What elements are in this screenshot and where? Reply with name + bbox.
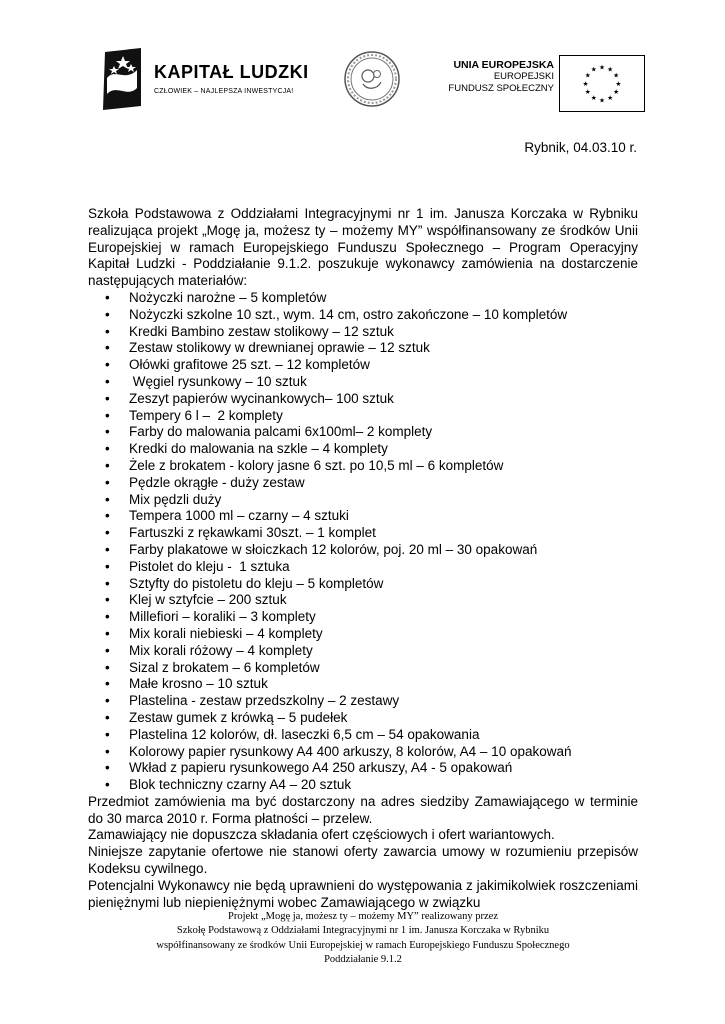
list-item bbox=[88, 441, 638, 458]
list-item bbox=[88, 676, 638, 693]
bullet-icon: • bbox=[105, 508, 110, 524]
bullet-icon: • bbox=[105, 541, 110, 557]
bullet-icon: • bbox=[105, 474, 110, 490]
list-item-text: Klej w sztyfcie – 200 sztuk bbox=[129, 592, 287, 608]
list-item bbox=[88, 340, 638, 357]
list-item-text: Małe krosno – 10 sztuk bbox=[129, 676, 268, 692]
bullet-icon: • bbox=[105, 407, 110, 423]
list-item bbox=[88, 424, 638, 441]
list-item-text: Blok techniczny czarny A4 – 20 sztuk bbox=[129, 777, 352, 793]
list-item-text: Farby plakatowe w słoiczkach 12 kolorów, poj. 20 ml – 30 opakowań bbox=[129, 541, 538, 557]
list-item bbox=[88, 592, 638, 609]
footer-line: Szkołę Podstawową z Oddziałami Integracyjnymi nr 1 im. Janusza Korczaka w Rybniku bbox=[176, 925, 550, 937]
bullet-icon: • bbox=[105, 709, 110, 725]
delivery-paragraph: Przedmiot zamówienia ma być dostarczony na adres siedziby Zamawiającego w terminie do 30 marca 2010 r. Forma płatności – przelew. bbox=[88, 793, 638, 826]
bullet-icon: • bbox=[105, 525, 110, 541]
list-item-text: Plastelina - zestaw przedszkolny – 2 zestawy bbox=[129, 693, 400, 709]
kapital-ludzki-subtitle: CZŁOWIEK – NAJLEPSZA INWESTYCJA! bbox=[154, 88, 294, 95]
list-item bbox=[88, 542, 638, 559]
bullet-icon: • bbox=[105, 390, 110, 406]
bullet-icon: • bbox=[105, 575, 110, 591]
list-item bbox=[88, 475, 638, 492]
bullet-icon: • bbox=[105, 592, 110, 608]
list-item bbox=[88, 307, 638, 324]
bullet-icon: • bbox=[105, 676, 110, 692]
bullet-icon: • bbox=[105, 289, 110, 305]
eu-star-icon: ★ bbox=[584, 89, 591, 97]
list-item bbox=[88, 777, 638, 794]
eu-label-line3: FUNDUSZ SPOŁECZNY bbox=[448, 83, 554, 94]
list-item bbox=[88, 710, 638, 727]
list-item bbox=[88, 744, 638, 761]
list-item-text: Mix pędzli duży bbox=[129, 491, 222, 507]
list-item bbox=[88, 324, 638, 341]
bullet-icon: • bbox=[105, 424, 110, 440]
eu-star-icon: ★ bbox=[590, 66, 597, 74]
list-item-text: Millefiori – koraliki – 3 komplety bbox=[129, 609, 316, 625]
not-an-offer-paragraph: Niniejsze zapytanie ofertowe nie stanowi oferty zawarcia umowy w rozumieniu przepisów Kodeksu cywilnego. bbox=[88, 844, 638, 877]
list-item-text: Wkład z papieru rysunkowego A4 250 arkuszy, A4 - 5 opakowań bbox=[129, 760, 513, 776]
list-item-text: Zeszyt papierów wycinankowych– 100 sztuk bbox=[129, 390, 394, 406]
list-item bbox=[88, 609, 638, 626]
no-partial-offers-paragraph: Zamawiający nie dopuszcza składania ofert częściowych i ofert wariantowych. bbox=[88, 827, 555, 843]
eu-label-line1: UNIA EUROPEJSKA bbox=[453, 59, 554, 71]
bullet-icon: • bbox=[105, 625, 110, 641]
list-item-text: Pistolet do kleju - 1 sztuka bbox=[129, 558, 290, 574]
list-item bbox=[88, 492, 638, 509]
project-seal-icon bbox=[343, 50, 401, 108]
bullet-icon: • bbox=[105, 693, 110, 709]
list-item bbox=[88, 374, 638, 391]
list-item-text: Kredki Bambino zestaw stolikowy – 12 sztuk bbox=[129, 323, 394, 339]
list-item bbox=[88, 727, 638, 744]
bullet-icon: • bbox=[105, 441, 110, 457]
list-item bbox=[88, 408, 638, 425]
list-item-text: Zestaw gumek z krówką – 5 pudełek bbox=[129, 709, 348, 725]
list-item-text: Pędzle okrągłe - duży zestaw bbox=[129, 474, 305, 490]
footer-line: Poddziałanie 9.1.2 bbox=[324, 954, 402, 966]
footer-line: Projekt „Mogę ja, możesz ty – możemy MY” realizowany przez bbox=[228, 911, 498, 922]
eu-star-icon: ★ bbox=[582, 80, 589, 88]
list-item bbox=[88, 458, 638, 475]
bullet-icon: • bbox=[105, 760, 110, 776]
bullet-icon: • bbox=[105, 743, 110, 759]
bullet-icon: • bbox=[105, 457, 110, 473]
list-item bbox=[88, 660, 638, 677]
eu-star-icon: ★ bbox=[598, 97, 606, 105]
list-item-text: Sztyfty do pistoletu do kleju – 5 kompletów bbox=[129, 575, 384, 591]
list-item bbox=[88, 576, 638, 593]
eu-star-icon: ★ bbox=[607, 95, 614, 103]
list-item-text: Sizal z brokatem – 6 kompletów bbox=[129, 659, 320, 675]
list-item bbox=[88, 559, 638, 576]
bullet-icon: • bbox=[105, 491, 110, 507]
list-item-text: Nożyczki narożne – 5 kompletów bbox=[129, 289, 327, 305]
list-item-text: Mix korali różowy – 4 komplety bbox=[129, 642, 313, 658]
eu-star-icon: ★ bbox=[590, 95, 597, 103]
no-claims-paragraph: Potencjalni Wykonawcy nie będą uprawnieni do występowania z jakimikolwiek roszczeniami pieniężnymi lub niepieniężnymi wobec Zamawiającego w związku bbox=[88, 877, 638, 910]
bullet-icon: • bbox=[105, 373, 110, 389]
eu-label-line2: EUROPEJSKI bbox=[493, 71, 554, 82]
bullet-icon: • bbox=[105, 726, 110, 742]
eu-star-icon: ★ bbox=[613, 89, 620, 97]
list-item bbox=[88, 391, 638, 408]
kapital-ludzki-title: KAPITAŁ LUDZKI bbox=[154, 62, 309, 82]
page-footer bbox=[88, 910, 638, 968]
list-item-text: Tempery 6 l – 2 komplety bbox=[129, 407, 283, 423]
intro-paragraph: Szkoła Podstawowa z Oddziałami Integracyjnymi nr 1 im. Janusza Korczaka w Rybniku realizująca projekt „Mogę ja, możesz ty – możemy MY” współfinansowany ze środków Unii Europejskiej w ramach Europejskiego Funduszu Społecznego – Program Operacyjny Kapitał Ludzki - Poddziałanie 9.1.2. poszukuje wykonawcy zamówienia na dostarczenie następujących materiałów: bbox=[88, 206, 638, 289]
list-item bbox=[88, 626, 638, 643]
bullet-icon: • bbox=[105, 642, 110, 658]
eu-flag-icon bbox=[559, 55, 645, 112]
kapital-ludzki-logo bbox=[97, 48, 327, 112]
list-item-text: Żele z brokatem - kolory jasne 6 szt. po 10,5 ml – 6 kompletów bbox=[129, 457, 504, 473]
document-body bbox=[88, 206, 638, 911]
eu-star-icon: ★ bbox=[615, 80, 622, 88]
list-item-text: Ołówki grafitowe 25 szt. – 12 kompletów bbox=[129, 357, 370, 373]
kapital-ludzki-flag-icon bbox=[97, 48, 149, 110]
bullet-icon: • bbox=[105, 558, 110, 574]
list-item bbox=[88, 290, 638, 307]
eu-star-icon: ★ bbox=[598, 64, 606, 72]
bullet-icon: • bbox=[105, 306, 110, 322]
list-item-text: Kolorowy papier rysunkowy A4 400 arkuszy, 8 kolorów, A4 – 10 opakowań bbox=[129, 743, 572, 759]
list-item-text: Fartuszki z rękawkami 30szt. – 1 komplet bbox=[129, 525, 376, 541]
list-item-text: Zestaw stolikowy w drewnianej oprawie – 12 sztuk bbox=[129, 340, 430, 356]
document-date: Rybnik, 04.03.10 r. bbox=[524, 140, 637, 155]
list-item-text: Farby do malowania palcami 6x100ml– 2 komplety bbox=[129, 424, 433, 440]
list-item-text: Tempera 1000 ml – czarny – 4 sztuki bbox=[129, 508, 349, 524]
bullet-icon: • bbox=[105, 323, 110, 339]
materials-list bbox=[88, 290, 638, 794]
bullet-icon: • bbox=[105, 609, 110, 625]
list-item bbox=[88, 760, 638, 777]
eu-star-icon: ★ bbox=[613, 72, 620, 80]
list-item-text: Węgiel rysunkowy – 10 sztuk bbox=[129, 373, 307, 389]
list-item bbox=[88, 357, 638, 374]
list-item bbox=[88, 525, 638, 542]
eu-fund-label bbox=[424, 59, 554, 95]
list-item bbox=[88, 643, 638, 660]
bullet-icon: • bbox=[105, 777, 110, 793]
list-item-text: Mix korali niebieski – 4 komplety bbox=[129, 625, 323, 641]
eu-star-icon: ★ bbox=[607, 66, 614, 74]
list-item-text: Nożyczki szkolne 10 szt., wym. 14 cm, ostro zakończone – 10 kompletów bbox=[129, 306, 568, 322]
list-item-text: Kredki do malowania na szkle – 4 komplety bbox=[129, 441, 388, 457]
list-item-text: Plastelina 12 kolorów, dł. laseczki 6,5 cm – 54 opakowania bbox=[129, 726, 480, 742]
bullet-icon: • bbox=[105, 340, 110, 356]
eu-star-icon: ★ bbox=[584, 72, 591, 80]
bullet-icon: • bbox=[105, 659, 110, 675]
footer-line: współfinansowany ze środków Unii Europejskiej w ramach Europejskiego Funduszu Społecznego bbox=[156, 939, 570, 951]
list-item bbox=[88, 508, 638, 525]
bullet-icon: • bbox=[105, 357, 110, 373]
list-item bbox=[88, 693, 638, 710]
